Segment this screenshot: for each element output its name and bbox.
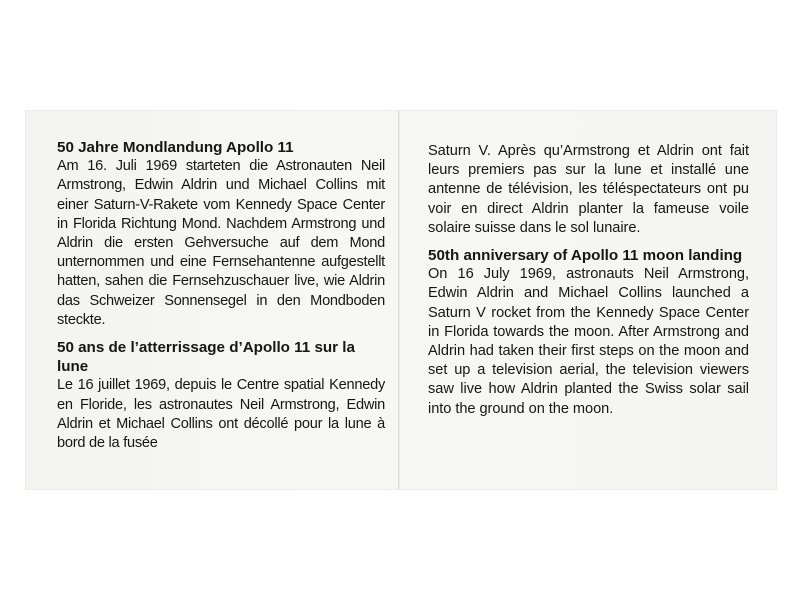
german-heading: 50 Jahre Mondlandung Apollo 11 xyxy=(57,139,294,156)
german-body: Am 16. Juli 1969 starteten die Astronauten Neil Armstrong, Edwin Aldrin und Michael Collins mit einer Saturn-V-Rakete vom Kennedy Space Center in Florida Richtung Mond. Nachdem Armstrong und Aldrin die ersten Gehversuche auf dem Mond unternommen und eine Fernsehantenne aufgestellt hatten, sahen die Fernsehzuschauer live, wie Aldrin das Schweizer Sonnensegel in den Mondboden steckte. xyxy=(57,158,385,328)
right-column xyxy=(428,142,749,419)
french-heading: 50 ans de l’atterrissage d’Apollo 11 sur la lune xyxy=(57,339,355,376)
page-fold-divider xyxy=(398,111,400,489)
section-gap xyxy=(57,330,385,338)
french-body-continued: Saturn V. Après qu’Armstrong et Aldrin ont fait leurs premiers pas sur la lune et installé une antenne de télévision, les téléspectateurs ont pu voir en direct Aldrin planter la fameuse voile solaire suisse dans le sol lunaire. xyxy=(428,143,749,236)
english-heading: 50th anniversary of Apollo 11 moon landing xyxy=(428,247,743,265)
section-gap xyxy=(428,238,749,246)
english-body: On 16 July 1969, astronauts Neil Armstrong, Edwin Aldrin and Michael Collins launched a Saturn V rocket from the Kennedy Space Center in Florida towards the moon. After Armstrong and Aldrin had taken their first steps on the moon and set up a television aerial, the television viewers saw live how Aldrin planted the Swiss solar sail into the ground on the moon. xyxy=(428,266,749,417)
left-column xyxy=(57,138,385,453)
french-body: Le 16 juillet 1969, depuis le Centre spatial Kennedy en Floride, les astronautes Neil Armstrong, Edwin Aldrin et Michael Collins ont décollé pour la lune à bord de la fusée xyxy=(57,377,385,452)
